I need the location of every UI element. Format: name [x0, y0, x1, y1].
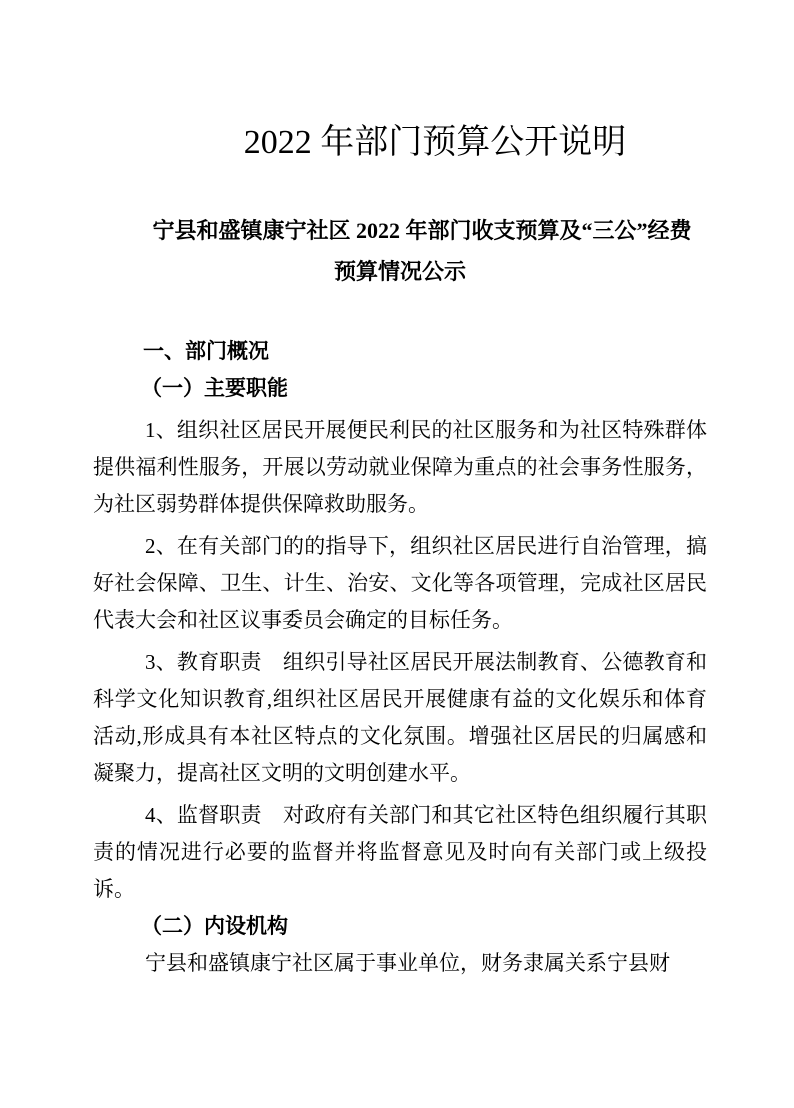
document-subtitle: [93, 210, 707, 292]
body-paragraph-5: 宁县和盛镇康宁社区属于事业单位，财务隶属关系宁县财: [145, 951, 670, 975]
page-title: 2022 年部门预算公开说明: [243, 124, 627, 161]
body-paragraph-1: 1、组织社区居民开展便民利民的社区服务和为社区特殊群体提供福利性服务，开展以劳动就业保障为重点的社会事务性服务，为社区弱势群体提供保障救助服务。: [93, 418, 707, 516]
section-heading-department-overview: 一、部门概况: [143, 340, 269, 363]
subsection-heading-main-functions: （一）主要职能: [141, 376, 288, 400]
body-paragraph-3: 3、教育职责 组织引导社区居民开展法制教育、公德教育和科学文化知识教育,组织社区居民开展健康有益的文化娱乐和体育活动,形成具有本社区特点的文化氛围。增强社区居民的归属感和凝聚力，提高社区文明的文明创建水平。: [93, 650, 707, 785]
body-paragraph-4: 4、监督职责 对政府有关部门和其它社区特色组织履行其职责的情况进行必要的监督并将监督意见及时向有关部门或上级投诉。: [93, 803, 707, 901]
body-paragraph-2: 2、在有关部门的的指导下，组织社区居民进行自治管理，搞好社会保障、卫生、计生、治安、文化等各项管理，完成社区居民代表大会和社区议事委员会确定的目标任务。: [93, 534, 707, 632]
subtitle-line-2: 预算情况公示: [333, 259, 466, 284]
subtitle-line-1: 宁县和盛镇康宁社区 2022 年部门收支预算及“三公”经费: [152, 218, 692, 243]
subsection-heading-internal-structure: （二）内设机构: [141, 914, 288, 938]
